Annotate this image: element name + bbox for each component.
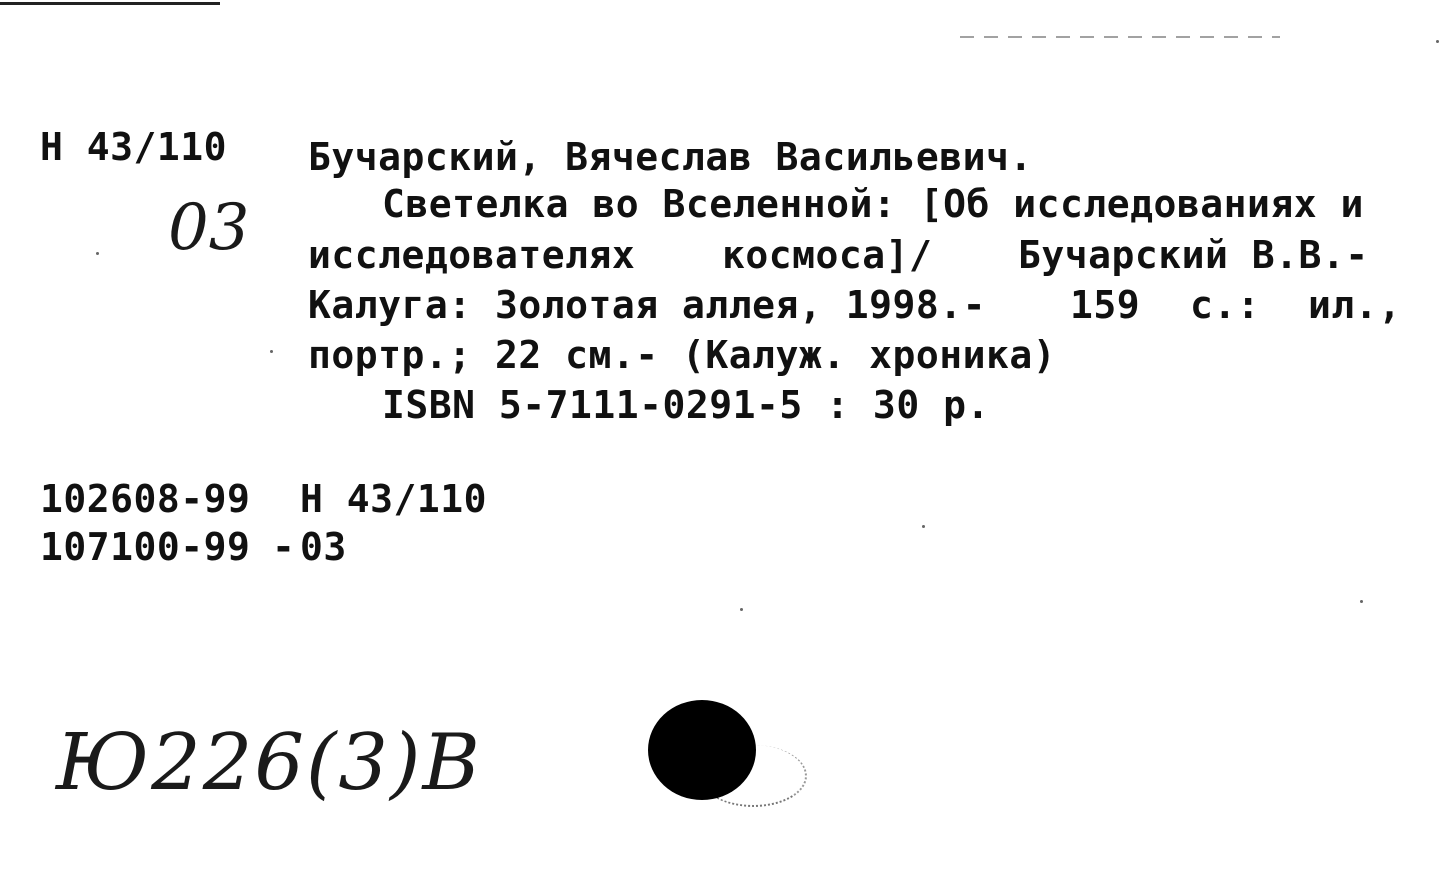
accession-separator-2: - [272,525,296,569]
imprint-place-publisher: Калуга: Золотая аллея, 1998.- [308,283,986,327]
isbn-price: ISBN 5-7111-0291-5 : 30 р. [382,383,990,427]
speck [922,525,925,528]
title-line-2-part-b: космоса]/ [722,233,933,277]
top-edge-rule [0,2,220,5]
speck [96,252,99,255]
speck [740,608,743,611]
handwritten-shelf-note: Ю226(3)В [56,718,482,808]
title-line-2-part-a: исследователях [308,233,636,277]
imprint-pages-unit: с.: [1190,283,1261,327]
accession-code-1: Н 43/110 [300,477,488,521]
imprint-pages: 159 [1070,283,1141,327]
physical-description: портр.; 22 см.- (Калуж. хроника) [308,333,1057,377]
imprint-illustrations: ил., [1308,283,1402,327]
call-number-primary: Н 43/110 [40,125,228,169]
title-line-1: Светелка во Вселенной: [Об исследованиях и [382,182,1364,226]
punch-hole [648,700,756,800]
accession-number-2: 107100-99 [40,525,251,569]
author-heading: Бучарский, Вячеслав Васильевич. [308,135,1033,179]
speck [1436,40,1439,43]
speck [1360,600,1363,603]
accession-code-2: 03 [300,525,347,569]
speck [270,350,273,353]
call-number-handwritten: 03 [168,191,250,265]
top-dashed-rule [960,36,1280,38]
accession-number-1: 102608-99 [40,477,251,521]
title-line-2-part-c: Бучарский В.В.- [1018,233,1369,277]
